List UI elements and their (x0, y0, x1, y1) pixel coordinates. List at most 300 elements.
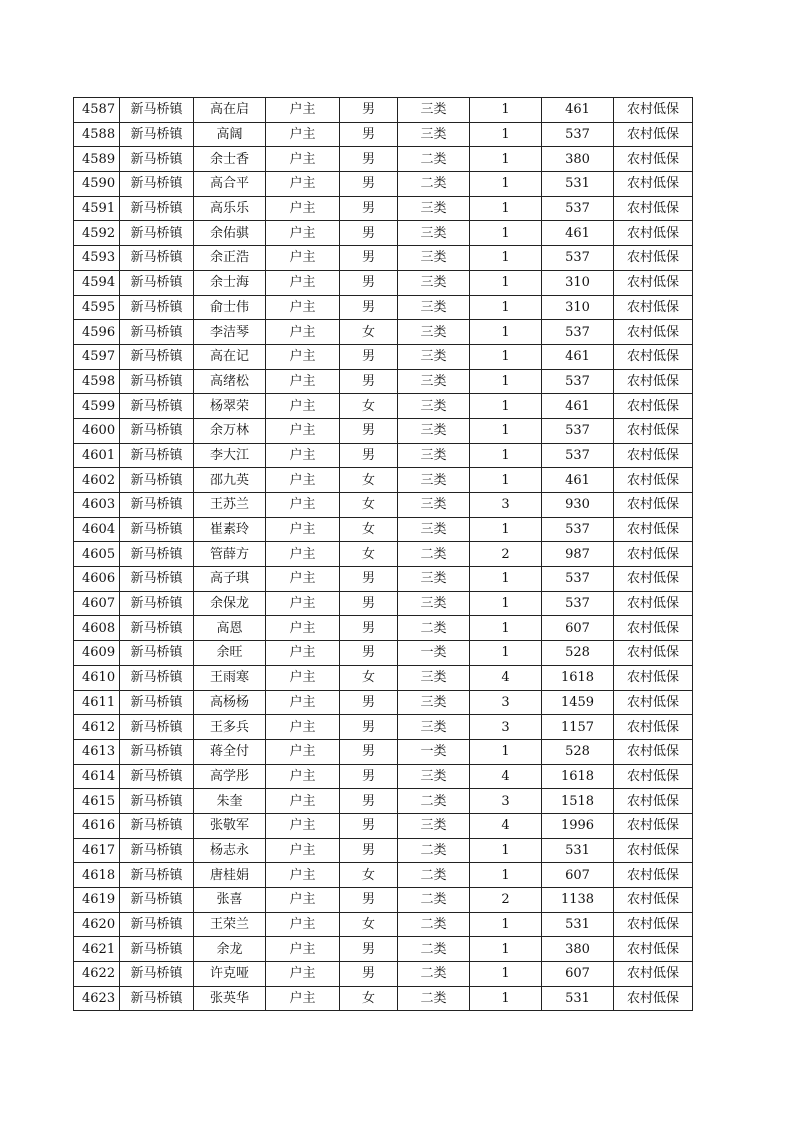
name-cell: 余保龙 (194, 591, 266, 616)
name-cell: 高阔 (194, 122, 266, 147)
town-cell: 新马桥镇 (120, 665, 194, 690)
assistance-type-cell: 农村低保 (614, 863, 693, 888)
name-cell: 张敬军 (194, 813, 266, 838)
gender-cell: 男 (340, 418, 398, 443)
town-cell: 新马桥镇 (120, 172, 194, 197)
amount-cell: 380 (542, 937, 614, 962)
town-cell: 新马桥镇 (120, 295, 194, 320)
gender-cell: 男 (340, 591, 398, 616)
amount-cell: 1138 (542, 888, 614, 913)
amount-cell: 537 (542, 320, 614, 345)
town-cell: 新马桥镇 (120, 641, 194, 666)
relation-cell: 户主 (266, 394, 340, 419)
table-row (74, 295, 693, 320)
assistance-type-cell: 农村低保 (614, 888, 693, 913)
record-number-cell: 4621 (74, 937, 120, 962)
name-cell: 杨志永 (194, 838, 266, 863)
town-cell: 新马桥镇 (120, 863, 194, 888)
gender-cell: 男 (340, 196, 398, 221)
category-cell: 三类 (398, 295, 470, 320)
assistance-type-cell: 农村低保 (614, 838, 693, 863)
assistance-type-cell: 农村低保 (614, 295, 693, 320)
name-cell: 余正浩 (194, 246, 266, 271)
name-cell: 余龙 (194, 937, 266, 962)
name-cell: 俞士伟 (194, 295, 266, 320)
name-cell: 王多兵 (194, 715, 266, 740)
name-cell: 余万林 (194, 418, 266, 443)
category-cell: 三类 (398, 468, 470, 493)
gender-cell: 男 (340, 270, 398, 295)
name-cell: 崔素玲 (194, 517, 266, 542)
assistance-type-cell: 农村低保 (614, 320, 693, 345)
gender-cell: 男 (340, 838, 398, 863)
relation-cell: 户主 (266, 567, 340, 592)
record-number-cell: 4612 (74, 715, 120, 740)
household-size-cell: 1 (470, 344, 542, 369)
relation-cell: 户主 (266, 813, 340, 838)
amount-cell: 528 (542, 641, 614, 666)
record-number-cell: 4618 (74, 863, 120, 888)
table-row (74, 739, 693, 764)
name-cell: 许克哑 (194, 962, 266, 987)
household-size-cell: 1 (470, 838, 542, 863)
relation-cell: 户主 (266, 986, 340, 1011)
record-number-cell: 4603 (74, 493, 120, 518)
assistance-type-cell: 农村低保 (614, 394, 693, 419)
table-row (74, 888, 693, 913)
gender-cell: 男 (340, 641, 398, 666)
assistance-type-cell: 农村低保 (614, 962, 693, 987)
town-cell: 新马桥镇 (120, 937, 194, 962)
household-size-cell: 1 (470, 246, 542, 271)
record-number-cell: 4594 (74, 270, 120, 295)
table-row (74, 715, 693, 740)
assistance-type-cell: 农村低保 (614, 493, 693, 518)
table-row (74, 986, 693, 1011)
household-size-cell: 1 (470, 591, 542, 616)
gender-cell: 女 (340, 394, 398, 419)
household-size-cell: 1 (470, 172, 542, 197)
relation-cell: 户主 (266, 616, 340, 641)
table-row (74, 567, 693, 592)
relation-cell: 户主 (266, 764, 340, 789)
category-cell: 二类 (398, 838, 470, 863)
household-size-cell: 4 (470, 764, 542, 789)
name-cell: 王荣兰 (194, 912, 266, 937)
table-row (74, 369, 693, 394)
name-cell: 余旺 (194, 641, 266, 666)
name-cell: 余佑骐 (194, 221, 266, 246)
assistance-type-cell: 农村低保 (614, 937, 693, 962)
household-size-cell: 1 (470, 567, 542, 592)
record-number-cell: 4604 (74, 517, 120, 542)
assistance-type-cell: 农村低保 (614, 418, 693, 443)
amount-cell: 461 (542, 394, 614, 419)
town-cell: 新马桥镇 (120, 246, 194, 271)
assistance-type-cell: 农村低保 (614, 912, 693, 937)
table-row (74, 122, 693, 147)
category-cell: 三类 (398, 813, 470, 838)
relation-cell: 户主 (266, 962, 340, 987)
amount-cell: 930 (542, 493, 614, 518)
relation-cell: 户主 (266, 591, 340, 616)
record-number-cell: 4607 (74, 591, 120, 616)
relation-cell: 户主 (266, 641, 340, 666)
table-row (74, 443, 693, 468)
household-size-cell: 1 (470, 122, 542, 147)
gender-cell: 男 (340, 369, 398, 394)
relation-cell: 户主 (266, 172, 340, 197)
town-cell: 新马桥镇 (120, 369, 194, 394)
assistance-type-cell: 农村低保 (614, 616, 693, 641)
category-cell: 二类 (398, 937, 470, 962)
record-number-cell: 4608 (74, 616, 120, 641)
name-cell: 王苏兰 (194, 493, 266, 518)
amount-cell: 531 (542, 986, 614, 1011)
relation-cell: 户主 (266, 270, 340, 295)
amount-cell: 1618 (542, 665, 614, 690)
relation-cell: 户主 (266, 690, 340, 715)
assistance-type-cell: 农村低保 (614, 147, 693, 172)
assistance-type-cell: 农村低保 (614, 567, 693, 592)
table-row (74, 468, 693, 493)
record-number-cell: 4593 (74, 246, 120, 271)
amount-cell: 537 (542, 196, 614, 221)
town-cell: 新马桥镇 (120, 542, 194, 567)
assistance-type-cell: 农村低保 (614, 665, 693, 690)
relation-cell: 户主 (266, 739, 340, 764)
category-cell: 三类 (398, 344, 470, 369)
relation-cell: 户主 (266, 344, 340, 369)
household-size-cell: 1 (470, 320, 542, 345)
household-size-cell: 2 (470, 542, 542, 567)
table-row (74, 542, 693, 567)
table-row (74, 665, 693, 690)
amount-cell: 1618 (542, 764, 614, 789)
town-cell: 新马桥镇 (120, 493, 194, 518)
gender-cell: 男 (340, 715, 398, 740)
town-cell: 新马桥镇 (120, 986, 194, 1011)
gender-cell: 男 (340, 122, 398, 147)
record-number-cell: 4610 (74, 665, 120, 690)
assistance-type-cell: 农村低保 (614, 468, 693, 493)
name-cell: 高学彤 (194, 764, 266, 789)
relation-cell: 户主 (266, 542, 340, 567)
gender-cell: 女 (340, 986, 398, 1011)
household-size-cell: 1 (470, 739, 542, 764)
gender-cell: 男 (340, 937, 398, 962)
record-number-cell: 4591 (74, 196, 120, 221)
relation-cell: 户主 (266, 937, 340, 962)
town-cell: 新马桥镇 (120, 764, 194, 789)
household-size-cell: 1 (470, 98, 542, 123)
relation-cell: 户主 (266, 715, 340, 740)
category-cell: 三类 (398, 591, 470, 616)
household-size-cell: 3 (470, 493, 542, 518)
gender-cell: 女 (340, 517, 398, 542)
amount-cell: 537 (542, 369, 614, 394)
amount-cell: 310 (542, 270, 614, 295)
assistance-type-cell: 农村低保 (614, 986, 693, 1011)
assistance-type-cell: 农村低保 (614, 172, 693, 197)
name-cell: 王雨寒 (194, 665, 266, 690)
gender-cell: 男 (340, 147, 398, 172)
name-cell: 高在记 (194, 344, 266, 369)
record-number-cell: 4598 (74, 369, 120, 394)
gender-cell: 女 (340, 665, 398, 690)
amount-cell: 537 (542, 517, 614, 542)
category-cell: 三类 (398, 221, 470, 246)
category-cell: 三类 (398, 690, 470, 715)
town-cell: 新马桥镇 (120, 962, 194, 987)
assistance-type-cell: 农村低保 (614, 122, 693, 147)
assistance-type-cell: 农村低保 (614, 591, 693, 616)
household-size-cell: 1 (470, 369, 542, 394)
gender-cell: 男 (340, 246, 398, 271)
amount-cell: 607 (542, 616, 614, 641)
roster-table-body (74, 98, 693, 1011)
name-cell: 唐桂娟 (194, 863, 266, 888)
table-row (74, 616, 693, 641)
record-number-cell: 4597 (74, 344, 120, 369)
table-row (74, 591, 693, 616)
table-row (74, 147, 693, 172)
record-number-cell: 4602 (74, 468, 120, 493)
town-cell: 新马桥镇 (120, 344, 194, 369)
relation-cell: 户主 (266, 912, 340, 937)
household-size-cell: 1 (470, 196, 542, 221)
category-cell: 一类 (398, 739, 470, 764)
relation-cell: 户主 (266, 443, 340, 468)
category-cell: 三类 (398, 443, 470, 468)
gender-cell: 男 (340, 616, 398, 641)
gender-cell: 女 (340, 468, 398, 493)
roster-table (73, 97, 693, 1011)
assistance-type-cell: 农村低保 (614, 813, 693, 838)
assistance-type-cell: 农村低保 (614, 344, 693, 369)
category-cell: 三类 (398, 394, 470, 419)
assistance-type-cell: 农村低保 (614, 764, 693, 789)
table-row (74, 789, 693, 814)
amount-cell: 537 (542, 567, 614, 592)
town-cell: 新马桥镇 (120, 888, 194, 913)
household-size-cell: 2 (470, 888, 542, 913)
category-cell: 三类 (398, 567, 470, 592)
assistance-type-cell: 农村低保 (614, 715, 693, 740)
name-cell: 高乐乐 (194, 196, 266, 221)
household-size-cell: 1 (470, 641, 542, 666)
name-cell: 朱奎 (194, 789, 266, 814)
amount-cell: 461 (542, 221, 614, 246)
name-cell: 李洁琴 (194, 320, 266, 345)
household-size-cell: 1 (470, 270, 542, 295)
record-number-cell: 4592 (74, 221, 120, 246)
relation-cell: 户主 (266, 246, 340, 271)
household-size-cell: 1 (470, 863, 542, 888)
category-cell: 二类 (398, 616, 470, 641)
town-cell: 新马桥镇 (120, 517, 194, 542)
amount-cell: 1157 (542, 715, 614, 740)
record-number-cell: 4622 (74, 962, 120, 987)
amount-cell: 461 (542, 344, 614, 369)
amount-cell: 537 (542, 591, 614, 616)
category-cell: 三类 (398, 517, 470, 542)
amount-cell: 607 (542, 863, 614, 888)
amount-cell: 528 (542, 739, 614, 764)
gender-cell: 女 (340, 912, 398, 937)
category-cell: 三类 (398, 270, 470, 295)
amount-cell: 531 (542, 172, 614, 197)
category-cell: 三类 (398, 196, 470, 221)
relation-cell: 户主 (266, 789, 340, 814)
assistance-type-cell: 农村低保 (614, 270, 693, 295)
gender-cell: 男 (340, 813, 398, 838)
table-row (74, 246, 693, 271)
relation-cell: 户主 (266, 320, 340, 345)
relation-cell: 户主 (266, 468, 340, 493)
category-cell: 三类 (398, 715, 470, 740)
name-cell: 高杨杨 (194, 690, 266, 715)
household-size-cell: 1 (470, 295, 542, 320)
town-cell: 新马桥镇 (120, 690, 194, 715)
relation-cell: 户主 (266, 863, 340, 888)
gender-cell: 女 (340, 493, 398, 518)
amount-cell: 531 (542, 838, 614, 863)
town-cell: 新马桥镇 (120, 270, 194, 295)
category-cell: 三类 (398, 320, 470, 345)
household-size-cell: 1 (470, 147, 542, 172)
assistance-type-cell: 农村低保 (614, 542, 693, 567)
town-cell: 新马桥镇 (120, 147, 194, 172)
household-size-cell: 4 (470, 813, 542, 838)
assistance-type-cell: 农村低保 (614, 641, 693, 666)
name-cell: 余士香 (194, 147, 266, 172)
record-number-cell: 4620 (74, 912, 120, 937)
name-cell: 蒋全付 (194, 739, 266, 764)
amount-cell: 531 (542, 912, 614, 937)
household-size-cell: 4 (470, 665, 542, 690)
relation-cell: 户主 (266, 221, 340, 246)
table-row (74, 98, 693, 123)
town-cell: 新马桥镇 (120, 394, 194, 419)
amount-cell: 537 (542, 122, 614, 147)
household-size-cell: 1 (470, 962, 542, 987)
town-cell: 新马桥镇 (120, 320, 194, 345)
household-size-cell: 1 (470, 912, 542, 937)
table-row (74, 641, 693, 666)
amount-cell: 1518 (542, 789, 614, 814)
amount-cell: 537 (542, 246, 614, 271)
record-number-cell: 4614 (74, 764, 120, 789)
household-size-cell: 1 (470, 937, 542, 962)
table-row (74, 912, 693, 937)
town-cell: 新马桥镇 (120, 122, 194, 147)
gender-cell: 男 (340, 690, 398, 715)
assistance-type-cell: 农村低保 (614, 517, 693, 542)
category-cell: 二类 (398, 912, 470, 937)
relation-cell: 户主 (266, 369, 340, 394)
record-number-cell: 4605 (74, 542, 120, 567)
record-number-cell: 4601 (74, 443, 120, 468)
table-row (74, 863, 693, 888)
relation-cell: 户主 (266, 147, 340, 172)
category-cell: 三类 (398, 122, 470, 147)
assistance-type-cell: 农村低保 (614, 221, 693, 246)
amount-cell: 987 (542, 542, 614, 567)
household-size-cell: 1 (470, 221, 542, 246)
table-row (74, 962, 693, 987)
gender-cell: 男 (340, 888, 398, 913)
amount-cell: 607 (542, 962, 614, 987)
gender-cell: 男 (340, 295, 398, 320)
household-size-cell: 1 (470, 468, 542, 493)
relation-cell: 户主 (266, 888, 340, 913)
town-cell: 新马桥镇 (120, 468, 194, 493)
name-cell: 李大江 (194, 443, 266, 468)
town-cell: 新马桥镇 (120, 567, 194, 592)
name-cell: 管薛方 (194, 542, 266, 567)
amount-cell: 537 (542, 443, 614, 468)
assistance-type-cell: 农村低保 (614, 739, 693, 764)
household-size-cell: 3 (470, 715, 542, 740)
record-number-cell: 4611 (74, 690, 120, 715)
amount-cell: 461 (542, 468, 614, 493)
category-cell: 三类 (398, 369, 470, 394)
town-cell: 新马桥镇 (120, 221, 194, 246)
table-row (74, 320, 693, 345)
gender-cell: 男 (340, 962, 398, 987)
assistance-type-cell: 农村低保 (614, 443, 693, 468)
table-row (74, 172, 693, 197)
category-cell: 二类 (398, 962, 470, 987)
table-row (74, 196, 693, 221)
record-number-cell: 4599 (74, 394, 120, 419)
record-number-cell: 4616 (74, 813, 120, 838)
name-cell: 高在启 (194, 98, 266, 123)
town-cell: 新马桥镇 (120, 616, 194, 641)
table-row (74, 344, 693, 369)
amount-cell: 380 (542, 147, 614, 172)
town-cell: 新马桥镇 (120, 838, 194, 863)
name-cell: 张喜 (194, 888, 266, 913)
relation-cell: 户主 (266, 517, 340, 542)
category-cell: 三类 (398, 493, 470, 518)
category-cell: 三类 (398, 98, 470, 123)
category-cell: 三类 (398, 418, 470, 443)
amount-cell: 1459 (542, 690, 614, 715)
category-cell: 二类 (398, 542, 470, 567)
gender-cell: 男 (340, 567, 398, 592)
relation-cell: 户主 (266, 122, 340, 147)
town-cell: 新马桥镇 (120, 715, 194, 740)
town-cell: 新马桥镇 (120, 196, 194, 221)
household-size-cell: 1 (470, 418, 542, 443)
category-cell: 三类 (398, 764, 470, 789)
table-row (74, 813, 693, 838)
assistance-type-cell: 农村低保 (614, 98, 693, 123)
record-number-cell: 4590 (74, 172, 120, 197)
table-row (74, 937, 693, 962)
town-cell: 新马桥镇 (120, 591, 194, 616)
gender-cell: 男 (340, 443, 398, 468)
gender-cell: 男 (340, 344, 398, 369)
table-row (74, 394, 693, 419)
household-size-cell: 3 (470, 690, 542, 715)
category-cell: 一类 (398, 641, 470, 666)
relation-cell: 户主 (266, 98, 340, 123)
category-cell: 三类 (398, 665, 470, 690)
gender-cell: 男 (340, 98, 398, 123)
